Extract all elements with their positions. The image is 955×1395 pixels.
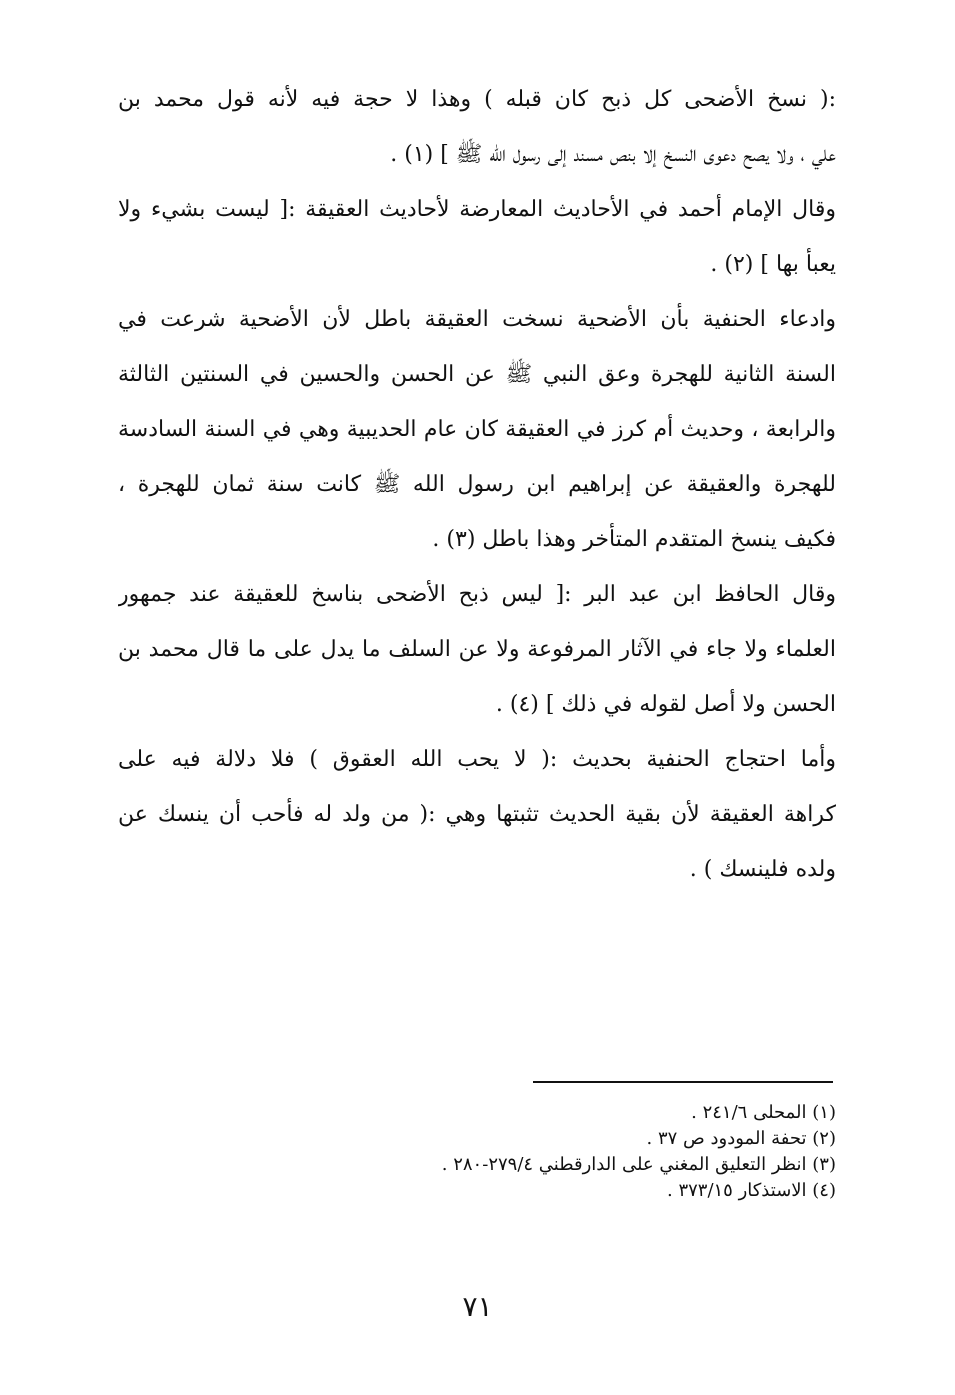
text-line: ولده فلينسك ) . [689, 857, 836, 882]
footnotes [300, 1100, 836, 1204]
footnote: (١) المحلى ٢٤١/٦ . [691, 1102, 836, 1123]
footnote: (٤) الاستذكار ٣٧٣/١٥ . [666, 1180, 836, 1201]
paragraph [118, 72, 836, 182]
text-line: كراهة العقيقة لأن بقية الحديث تثبتها وهي :( من ولد له فأحب أن ينسك عن [118, 802, 836, 827]
text-line: العلماء ولا جاء في الآثار المرفوعة ولا عن السلف ما يدل على ما قال محمد بن [118, 637, 836, 662]
text-line: علي ، ولا يصح دعوى النسخ إلا بنص مسند إلى رسول الله ﷺ ] (١) . [390, 142, 836, 167]
text-line: وقال الحافظ ابن عبد البر :[ ليس ذبح الأضحى بناسخ للعقيقة عند جمهور [118, 582, 836, 607]
text-line: الحسن ولا أصل لقوله في ذلك ] (٤) . [495, 692, 836, 717]
paragraph [118, 292, 836, 567]
text-line: للهجرة والعقيقة عن إبراهيم ابن رسول الله ﷺ كانت سنة ثمان للهجرة ، [118, 472, 836, 497]
page-number: ٧١ [462, 1290, 493, 1323]
text-line: يعبأ بها ] (٢) . [710, 252, 836, 277]
paragraph [118, 732, 836, 897]
footnote-separator [533, 1081, 833, 1083]
text-line: السنة الثانية للهجرة وعق النبي ﷺ عن الحسن والحسين في السنتين الثالثة [118, 362, 836, 387]
text-line: فكيف ينسخ المتقدم المتأخر وهذا باطل (٣) . [432, 527, 836, 552]
text-line: وادعاء الحنفية بأن الأضحية نسخت العقيقة باطل لأن الأضحية شرعت في [118, 307, 836, 332]
text-line: والرابعة ، وحديث أم كرز في العقيقة كان عام الحديبية وهي في السنة السادسة [118, 417, 836, 442]
footnote: (٣) انظر التعليق المغني على الدارقطني ٢٧٩/٤-٢٨٠ . [441, 1154, 836, 1175]
text-line: :( نسخ الأضحى كل ذبح كان قبله ) وهذا لا حجة فيه لأنه قول محمد بن [118, 87, 836, 112]
paragraph [118, 182, 836, 292]
paragraph [118, 567, 836, 732]
text-line: وقال الإمام أحمد في الأحاديث المعارضة لأحاديث العقيقة :[ ليست بشيء ولا [118, 197, 836, 222]
page-body [118, 72, 836, 897]
footnote: (٢) تحفة المودود ص ٣٧ . [646, 1128, 836, 1149]
text-line: وأما احتجاج الحنفية بحديث :( لا يحب الله العقوق ) فلا دلالة فيه على [118, 747, 836, 772]
